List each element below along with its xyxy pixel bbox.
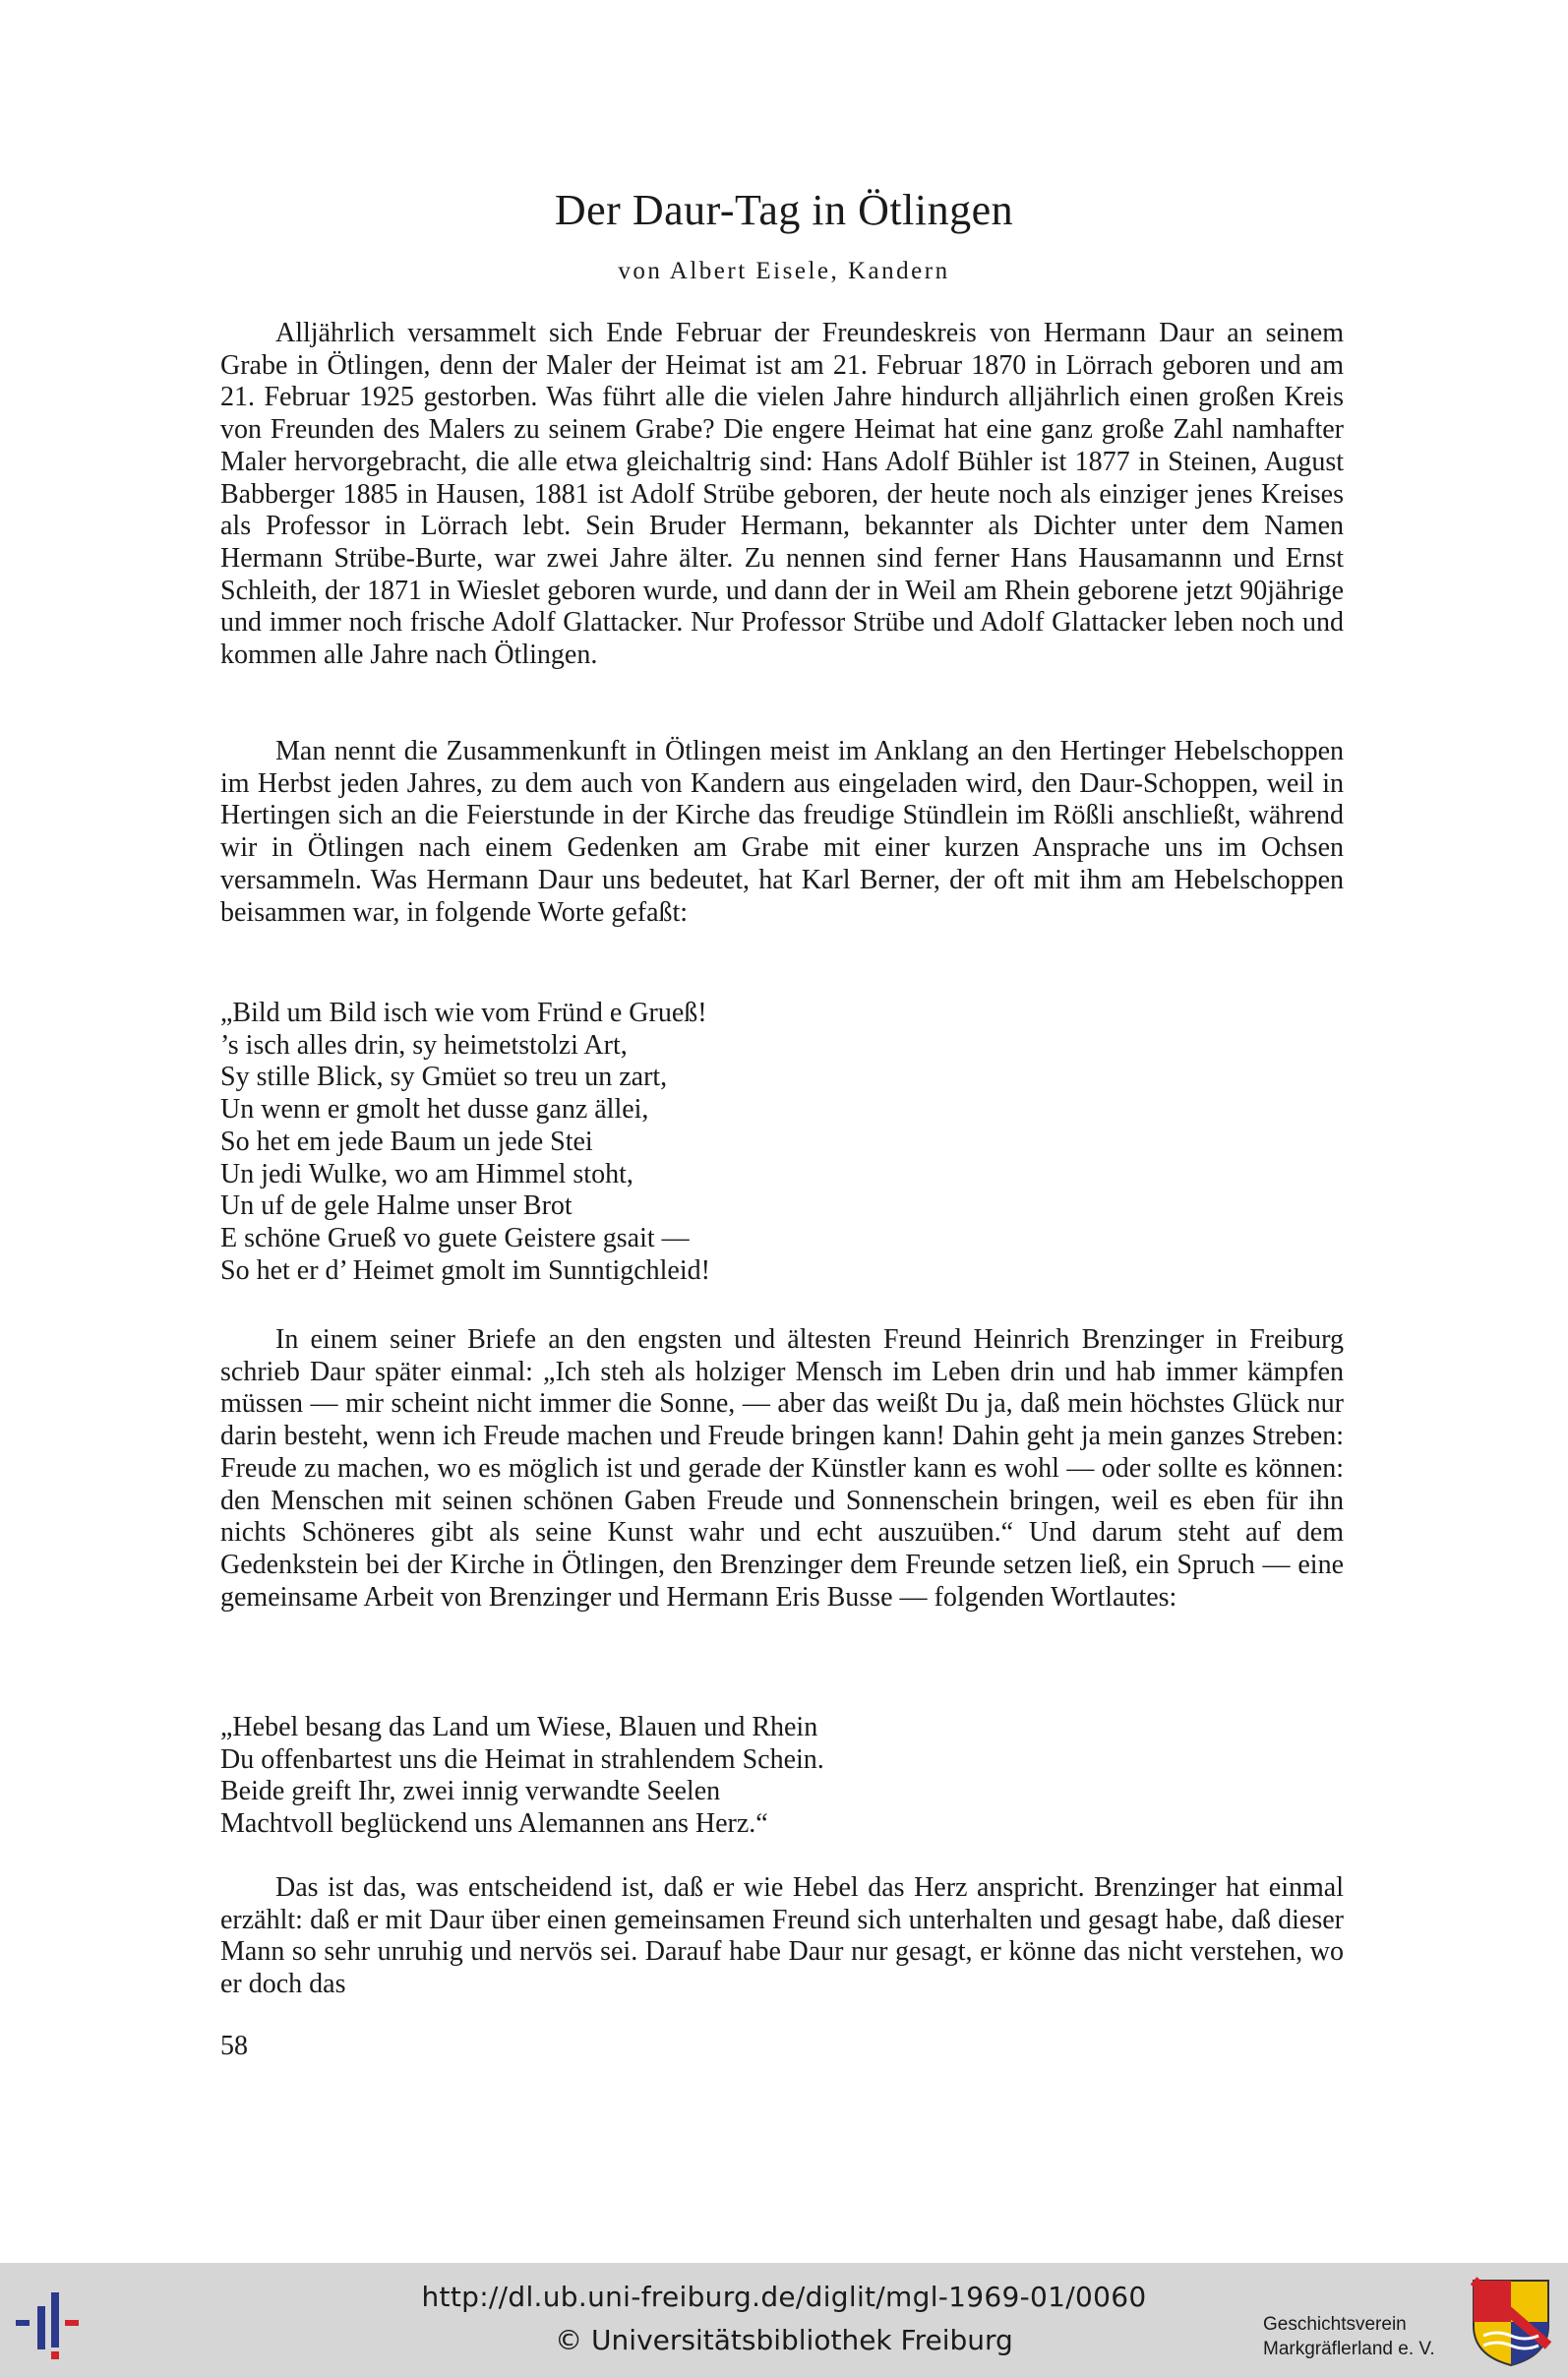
article-title: Der Daur-Tag in Ötlingen [554, 186, 1014, 234]
paragraph-2: Man nennt die Zusammenkunft in Ötlingen meist im Anklang an den Hertinger Hebelschoppen im Herbst jeden Jahres, zu dem auch von Kandern aus eingeladen wird, den Daur-Schoppen, weil in Hertingen sich an die Feierstunde in der Kirche das freudige Stündlein im Rößli anschließt, während wir in Ötlingen nach einem Gedenken am Grabe mit einer kurzen Ansprache uns im Ochsen versammeln. Was Hermann Daur uns bedeutet, hat Karl Berner, der oft mit ihm am Hebelschoppen beisammen war, in folgende Worte gefaßt: [220, 736, 1344, 928]
poem-line: „Hebel besang das Land um Wiese, Blauen und Rhein [220, 1712, 818, 1742]
poem-line: Machtvoll beglückend uns Alemannen ans Herz.“ [220, 1808, 768, 1840]
coat-of-arms-icon [1470, 2277, 1552, 2367]
poem-line: ’s isch alles drin, sy heimetstolzi Art, [220, 1029, 628, 1061]
society-name [1263, 2312, 1435, 2361]
poem-line: Un uf de gele Halme unser Brot [220, 1190, 573, 1222]
poem-gedenkstein [220, 1712, 1344, 1841]
poem-line: E schöne Grueß vo guete Geistere gsait — [220, 1222, 690, 1253]
permalink-url[interactable]: http://dl.ub.uni-freiburg.de/diglit/mgl-1969-01/0060 [421, 2281, 1147, 2313]
paragraph-3: In einem seiner Briefe an den engsten und ältesten Freund Heinrich Brenzinger in Freiburg schrieb Daur später einmal: „Ich steh als holziger Mensch im Leben drin und hab immer kämpfen müssen — mir scheint nicht immer die Sonne, — aber das weißt Du ja, daß mein höchstes Glück nur darin besteht, wenn ich Freude machen und Freude bringen kann! Dahin geht ja mein ganzes Streben: Freude zu machen, wo es möglich ist und gerade der Künstler kann es wohl — oder sollte es können: den Menschen mit seinen schönen Gaben Freude und Sonnenschein bringen, weil es eben für ihn nichts Schöneres gibt als seine Kunst wahr und echt auszuüben.“ Und darum steht auf dem Gedenkstein bei der Kirche in Ötlingen, den Brenzinger dem Freunde setzen ließ, ein Spruch — eine gemeinsame Arbeit von Brenzinger und Hermann Eris Busse — folgenden Wortlautes: [220, 1324, 1344, 1613]
poem-line: Du offenbartest uns die Heimat in strahlendem Schein. [220, 1743, 824, 1775]
poem-line: „Bild um Bild isch wie vom Fründ e Grueß! [220, 998, 707, 1028]
poem-line: Un jedi Wulke, wo am Himmel stoht, [220, 1158, 633, 1189]
poem-line: So het er d’ Heimet gmolt im Sunntigchleid! [220, 1254, 710, 1286]
viewer-footer [0, 2263, 1568, 2378]
society-line-2: Markgräflerland e. V. [1263, 2339, 1435, 2359]
poem-line: Beide greift Ihr, zwei innig verwandte Seelen [220, 1776, 721, 1807]
paragraph-1: Alljährlich versammelt sich Ende Februar der Freundeskreis von Hermann Daur an seinem Grabe in Ötlingen, denn der Maler der Heimat ist am 21. Februar 1870 in Lörrach geboren und am 21. Februar 1925 gestorben. Was führt alle die vielen Jahre hindurch alljährlich einen großen Kreis von Freunden des Malers zu seinem Grabe? Die engere Heimat hat eine ganz große Zahl namhafter Maler hervorgebracht, die alle etwa gleichaltrig sind: Hans Adolf Bühler ist 1877 in Steinen, August Babberger 1885 in Hausen, 1881 ist Adolf Strübe geboren, der heute noch als einziger jenes Kreises als Professor in Lörrach lebt. Sein Bruder Hermann, bekannter als Dichter unter dem Namen Hermann Strübe-Burte, war zwei Jahre älter. Zu nennen sind ferner Hans Hausamannn und Ernst Schleith, der 1871 in Wieslet geboren wurde, und dann der in Weil am Rhein geborene jetzt 90jährige und immer noch frische Adolf Glattacker. Nur Professor Strübe und Adolf Glattacker leben noch und kommen alle Jahre nach Ötlingen. [220, 318, 1344, 671]
poem-line: Sy stille Blick, sy Gmüet so treu un zart, [220, 1062, 668, 1093]
page-number: 58 [220, 2031, 248, 2061]
paragraph-4: Das ist das, was entscheidend ist, daß er wie Hebel das Herz anspricht. Brenzinger hat einmal erzählt: daß er mit Daur über einen gemeinsamen Freund sich unterhalten und gesagt habe, daß dieser Mann so sehr unruhig und nervös sei. Darauf habe Daur nur gesagt, er könne das nicht verstehen, wo er doch das [220, 1872, 1344, 2000]
copyright-notice: © Universitätsbibliothek Freiburg [555, 2324, 1013, 2356]
poem-line: Un wenn er gmolt het dusse ganz ällei, [220, 1094, 649, 1126]
society-line-1: Geschichtsverein [1263, 2314, 1407, 2335]
poem-line: So het em jede Baum un jede Stei [220, 1126, 593, 1157]
article-byline: von Albert Eisele, Kandern [618, 258, 950, 284]
poem-berner [220, 998, 1344, 1287]
